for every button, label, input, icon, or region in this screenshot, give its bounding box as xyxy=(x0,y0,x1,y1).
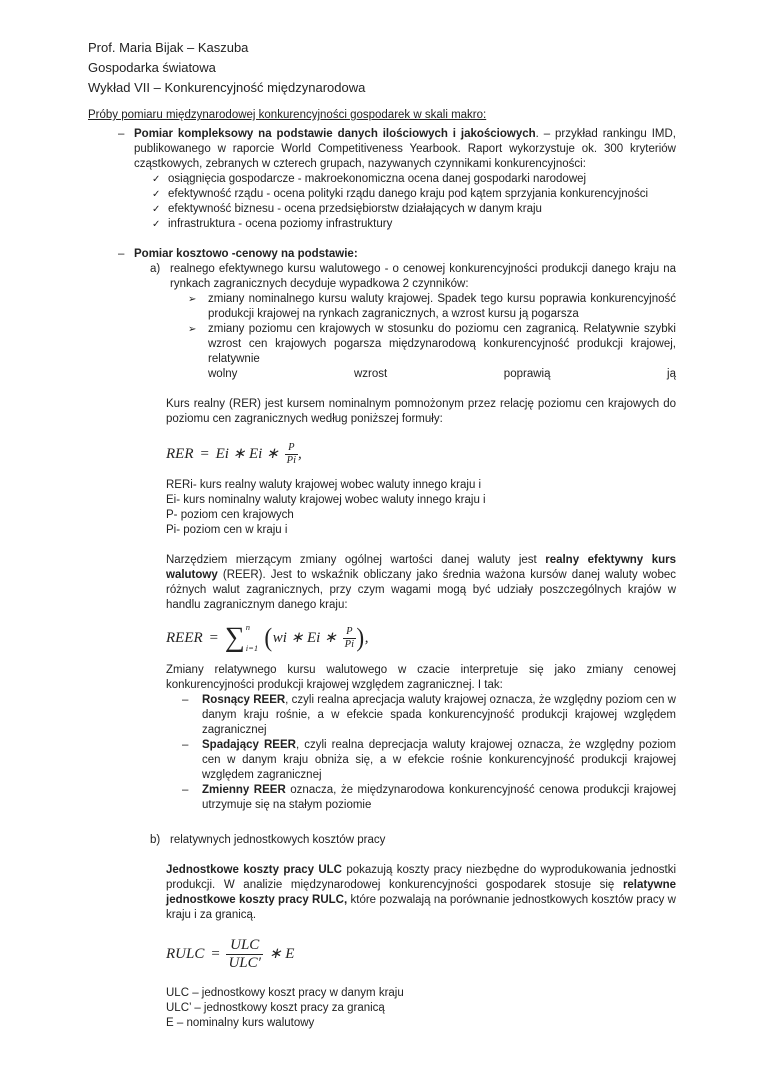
arrow-item-main-text: zmiany poziomu cen krajowych w stosunku do poziomu cen zagranicą. Relatywnie szybki wzrost cen krajowych pogarsza międzynarodową konkurencyjność produkcji krajowej, relatywnie xyxy=(208,323,676,365)
reer-bullet-rest: , czyli realna deprecjacja waluty krajowej oznacza, że względny poziom cen w danym kraju obniża się, a w efekcie rośnie konkurencyjność produkcji krajowej względem zagranicznej xyxy=(202,739,676,782)
fraction-denominator: ULC′ xyxy=(228,954,261,971)
arrow-item-text: zmiany nominalnego kursu waluty krajowej. Spadek tego kursu poprawia konkurencyjność produkcji krajowej na rynkach zagranicznych, a wzrost kursu ją pogarsza xyxy=(208,293,676,320)
formula-lhs: REER xyxy=(166,629,203,646)
reer-formula xyxy=(166,623,676,653)
sum-sigma-symbol: ∑ xyxy=(224,622,245,654)
sum-lower-limit: i=1 xyxy=(245,643,259,654)
formula-mid: Ei ∗ Ei ∗ xyxy=(215,445,279,462)
ulc-paragraph xyxy=(166,863,676,923)
bullet-bold-text: Pomiar kosztowo -cenowy na podstawie: xyxy=(134,248,358,260)
check-item xyxy=(152,172,676,187)
ulc-end-text: które pozwalają na porównanie jednostkowych kosztów pracy w kraju i za granicą. xyxy=(166,894,676,922)
justified-word: ją xyxy=(667,368,676,380)
close-paren: ) xyxy=(356,623,365,653)
item-b xyxy=(150,833,676,848)
reer-bullet-spadajacy xyxy=(182,738,676,783)
reer-intro-post: (REER). Jest to wskaźnik obliczany jako średnia ważona kursów danej waluty wobec różnych walut zagranicznych, przy czym wagami mogą być udziały poszczególnych krajów w handlu zagranicznym danego kraju: xyxy=(166,569,676,612)
justified-word: wolny xyxy=(208,368,238,380)
legend-line: P- poziom cen krajowych xyxy=(166,509,294,522)
fraction xyxy=(285,442,298,466)
reer-intro-paragraph xyxy=(166,553,676,613)
formula-lhs: RULC xyxy=(166,945,205,962)
bullet-pomiar-kosztowo-cenowy xyxy=(118,247,676,262)
reer-bullet-rest: , czyli realna aprecjacja waluty krajowej oznacza, że względny poziom cen w danym kraju rośnie, a w efekcie spada konkurencyjność produkcji krajowej względem zagranicznej xyxy=(202,694,676,737)
fraction-denominator: Pi xyxy=(286,454,297,466)
fraction xyxy=(343,626,356,650)
justified-word: wzrost xyxy=(353,368,388,380)
check-item xyxy=(152,217,676,232)
ulc-mid-text: pokazują koszty pracy niezbędne do wyprodukowania jednostki produkcji. W analizie międzynarodowej konkurencyjności gospodarek stosuje się xyxy=(166,864,676,892)
bullet-bold-text: Pomiar kompleksowy na podstawie danych ilościowych i jakościowych xyxy=(134,128,536,140)
reer-bullet-rest: oznacza, że międzynarodowa konkurencyjność cenowa produkcji krajowej utrzymuje się na stałym poziomie xyxy=(202,784,676,812)
legend-line: ULC – jednostkowy koszt pracy w danym kraju xyxy=(166,987,404,1000)
formula-lhs: RER xyxy=(166,445,194,462)
reer-interpretation-paragraph: Zmiany relatywnego kursu walutowego w czacie interpretuje się jako zmiany cenowej konkurencyjności produkcji krajowej względem zagranicznej. I tak: xyxy=(166,664,676,692)
reer-bullet-bold: Rosnący REER xyxy=(202,694,286,707)
arrow-item xyxy=(188,292,676,322)
arrow-bullet-icon: ➢ xyxy=(188,294,197,305)
arrow-item-text xyxy=(208,322,676,382)
equals-sign: = xyxy=(210,945,221,962)
ulc-bold-1: Jednostkowe koszty pracy ULC xyxy=(166,864,342,877)
reer-intro-pre: Narzędziem mierzącym zmiany ogólnej wartości danej waluty jest xyxy=(166,554,546,567)
sum-upper-limit: n xyxy=(245,622,250,633)
check-item-text: infrastruktura - ocena poziomy infrastruktury xyxy=(168,218,393,230)
formula-mid: wi ∗ Ei ∗ xyxy=(272,629,337,646)
equals-sign: = xyxy=(199,445,210,462)
item-a-label: a) xyxy=(150,263,161,275)
ulc-bold-2: relatywne jednostkowe koszty pracy RULC, xyxy=(166,879,676,907)
legend-line: Pi- poziom cen w kraju i xyxy=(166,524,288,537)
reer-bullet-rosnacy xyxy=(182,693,676,738)
reer-bullet-text xyxy=(202,738,676,783)
arrow-bullet-icon: ➢ xyxy=(188,324,197,335)
formula-tail: ∗ E xyxy=(268,945,295,962)
reer-bullet-text xyxy=(202,783,676,813)
checkmark-icon: ✓ xyxy=(152,189,161,200)
legend-line: E – nominalny kurs walutowy xyxy=(166,1017,315,1030)
rer-intro-paragraph: Kurs realny (RER) jest kursem nominalnym pomnożonym przez relację poziomu cen krajowych do poziomu cen zagranicznych według poniższej formuły: xyxy=(166,398,676,425)
force-justified-line xyxy=(208,367,676,382)
section-heading: Próby pomiaru międzynarodowej konkurencyjności gospodarek w skali makro: xyxy=(88,109,487,121)
course-line: Gospodarka światowa xyxy=(88,60,216,75)
dash-bullet-marker: – xyxy=(182,694,189,707)
fraction xyxy=(226,937,262,971)
bullet-pomiar-kompleksowy xyxy=(118,127,676,172)
sum-limits xyxy=(246,623,258,653)
checkmark-icon: ✓ xyxy=(152,174,161,185)
checkmark-icon: ✓ xyxy=(152,204,161,215)
dash-bullet-marker: – xyxy=(182,739,189,752)
rulc-legend xyxy=(166,986,676,1031)
fraction-numerator: P xyxy=(288,442,295,453)
bullet-text xyxy=(134,127,676,172)
legend-line: ULC’ – jednostkowy koszt pracy za granicą xyxy=(166,1002,385,1015)
check-item xyxy=(152,187,676,202)
open-paren: ( xyxy=(264,623,273,653)
dash-bullet-marker: – xyxy=(118,128,125,140)
check-item-text: efektywność biznesu - ocena przedsiębiorstw działających w danym kraju xyxy=(168,203,542,215)
fraction-denominator: Pi xyxy=(344,638,355,650)
checkmark-icon: ✓ xyxy=(152,219,161,230)
rer-formula xyxy=(166,442,676,466)
reer-intro-bold: realny efektywny kurs walutowy xyxy=(166,554,676,582)
fraction-numerator: ULC xyxy=(230,937,260,954)
fraction-numerator: P xyxy=(346,626,353,638)
item-b-label: b) xyxy=(150,834,161,847)
formula-comma: , xyxy=(298,445,302,462)
item-b-text: relatywnych jednostkowych kosztów pracy xyxy=(170,834,386,847)
reer-bullet-text xyxy=(202,693,676,738)
reer-bullet-bold: Spadający REER xyxy=(202,739,296,752)
reer-bullet-bold: Zmienny REER xyxy=(202,784,286,797)
equals-sign: = xyxy=(208,629,219,646)
reer-bullet-zmienny xyxy=(182,783,676,813)
formula-comma: , xyxy=(364,629,369,646)
dash-bullet-marker: – xyxy=(118,248,125,260)
justified-word: poprawią xyxy=(503,368,551,380)
rer-legend xyxy=(166,478,676,538)
check-item-text: osiągnięcia gospodarcze - makroekonomiczna ocena danej gospodarki narodowej xyxy=(168,173,587,185)
author-line: Prof. Maria Bijak – Kaszuba xyxy=(88,40,249,55)
check-item xyxy=(152,202,676,217)
legend-line: Ei- kurs nominalny waluty krajowej wobec waluty innego kraju i xyxy=(166,494,486,507)
check-item-text: efektywność rządu - ocena polityki rządu danego kraju pod kątem sprzyjania konkurencyjności xyxy=(168,188,649,200)
bullet-rest-text: . – przykład rankingu IMD, publikowanego w raporcie World Competitiveness Yearbook. Raport wykorzystuje ok. 300 kryteriów cząstkowych, zebranych w czterech grupach, nazywanych czynnikami konkurencyjności: xyxy=(134,128,676,170)
item-a xyxy=(150,262,676,292)
arrow-item xyxy=(188,322,676,382)
document-header xyxy=(88,40,676,95)
rulc-formula xyxy=(166,937,676,971)
dash-bullet-marker: – xyxy=(182,784,189,797)
lecture-title-line: Wykład VII – Konkurencyjność międzynarodowa xyxy=(88,80,366,95)
item-a-text: realnego efektywnego kursu walutowego - o cenowej konkurencyjności produkcji danego kraju na rynkach zagranicznych decyduje wypadkowa 2 czynników: xyxy=(170,263,676,290)
legend-line: RERi- kurs realny waluty krajowej wobec waluty innego kraju i xyxy=(166,479,482,492)
